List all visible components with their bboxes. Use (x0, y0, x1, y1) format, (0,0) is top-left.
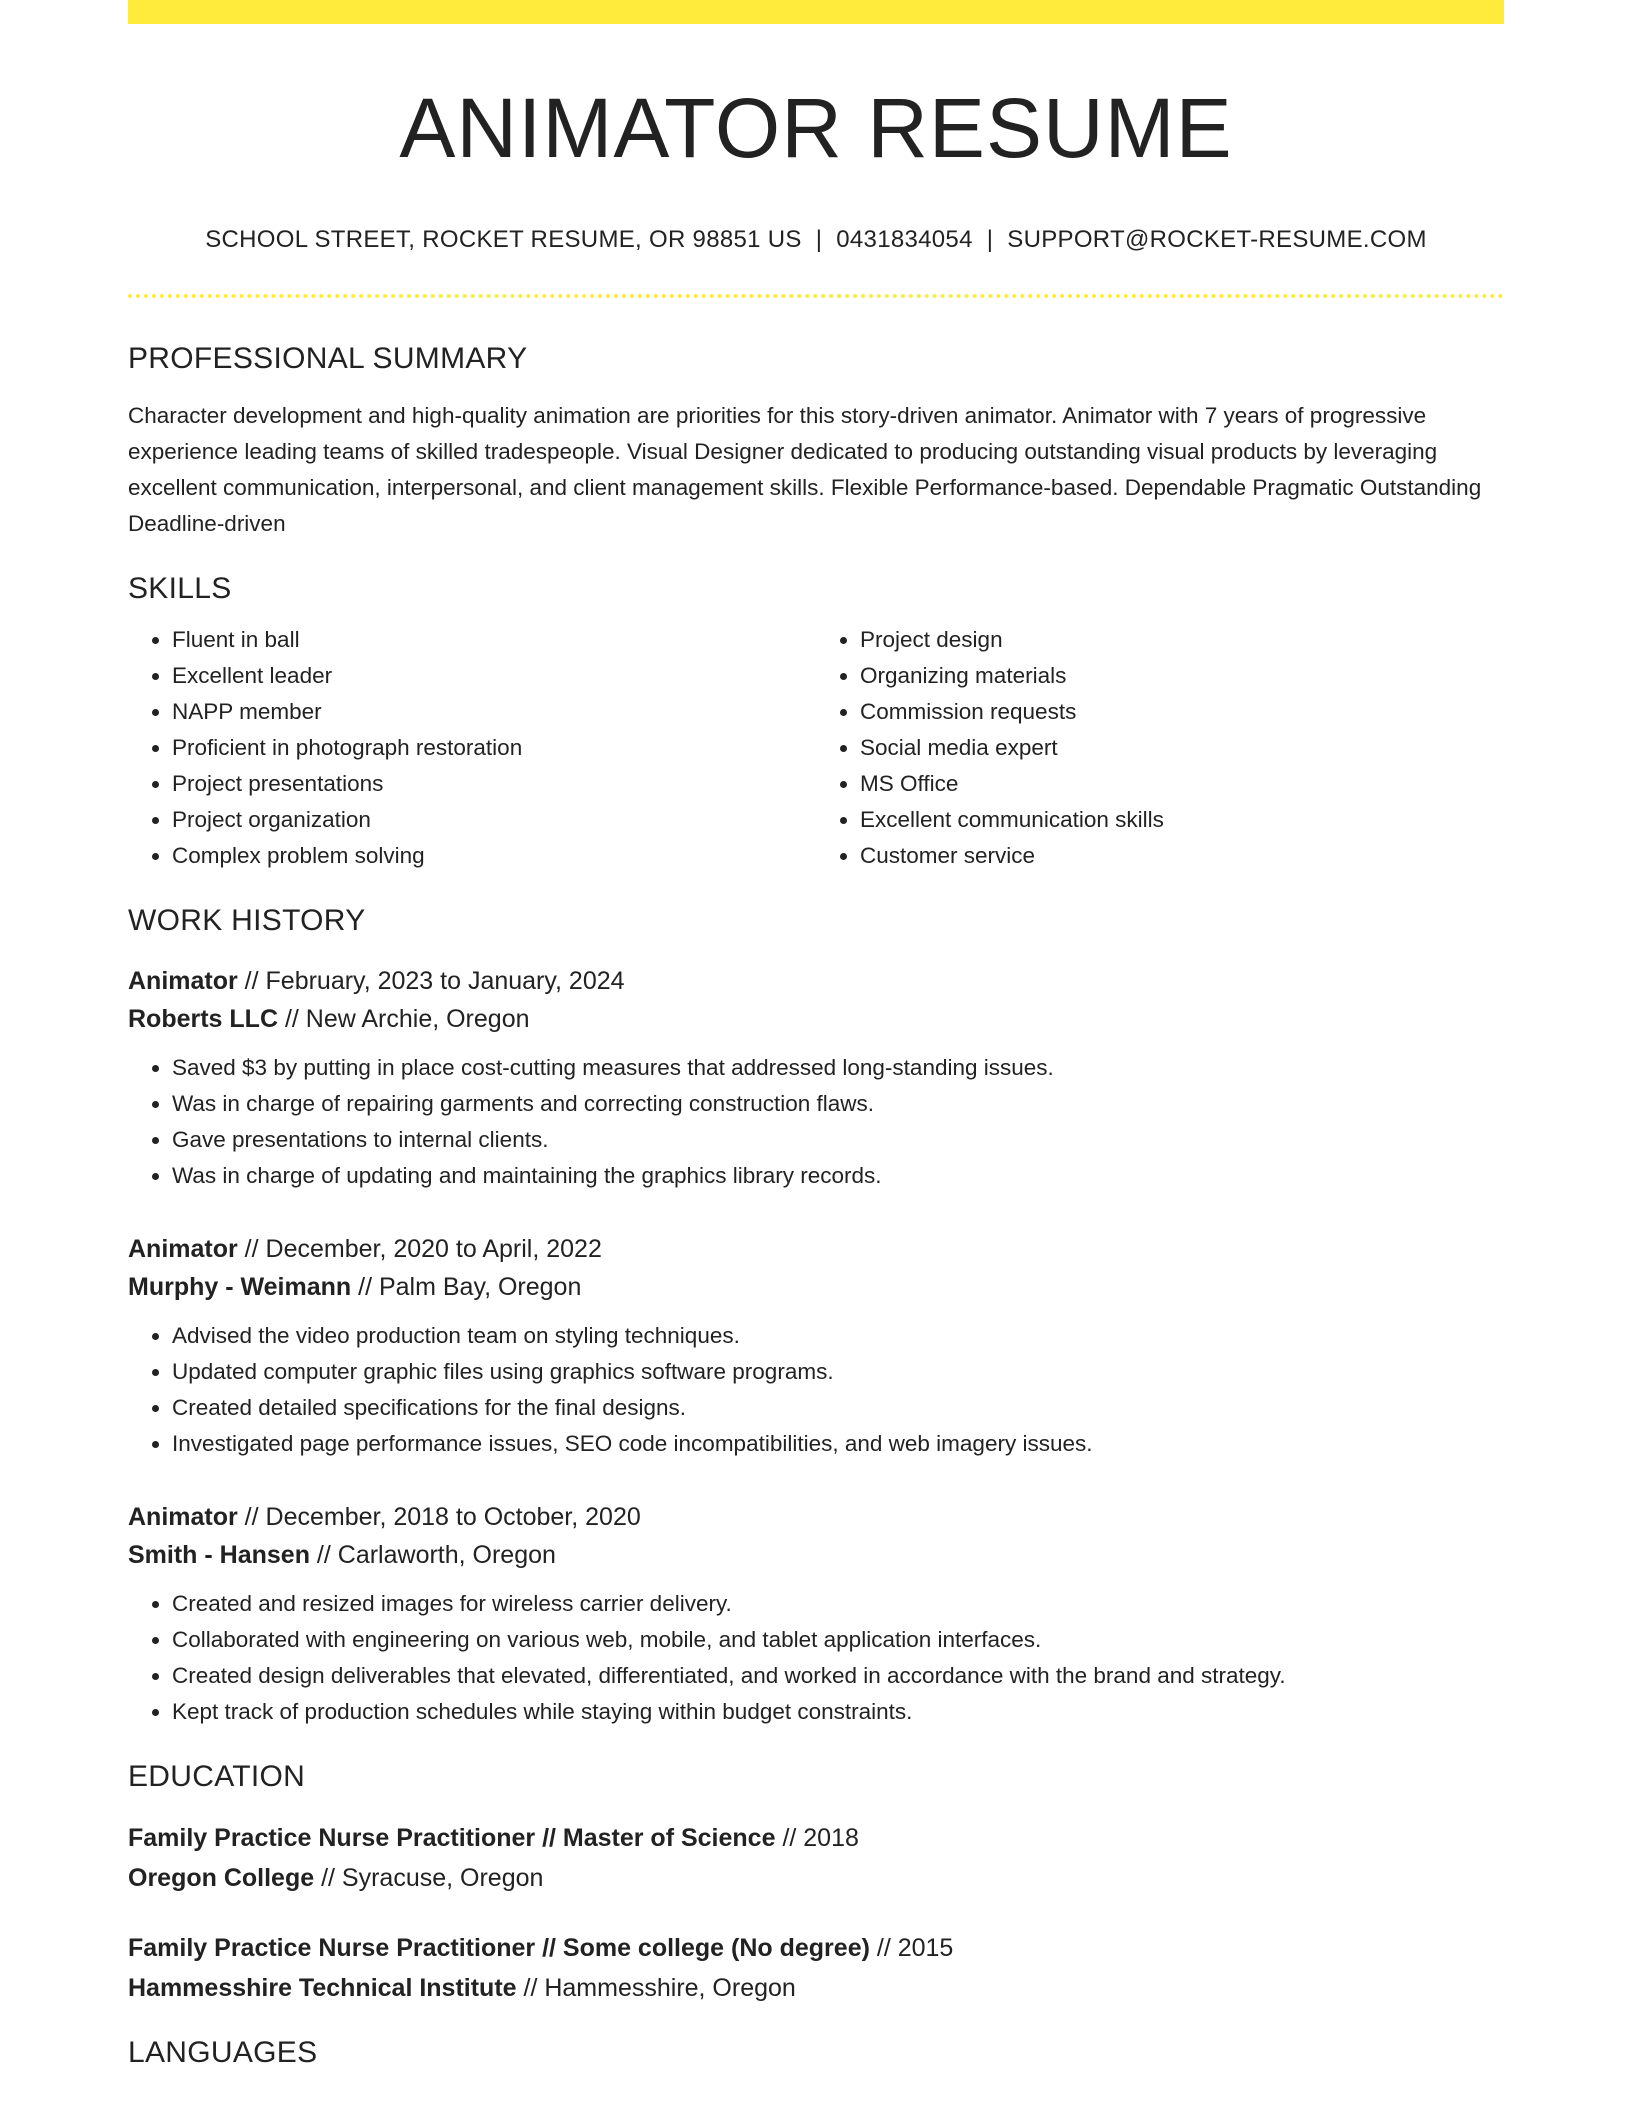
job-title-line (128, 962, 1504, 1000)
job-bullet: • Gave presentations to internal clients. (172, 1122, 1504, 1158)
job-bullets (128, 1586, 1504, 1730)
skills-list (128, 622, 1504, 874)
job-bullet: • Advised the video production team on styling techniques. (172, 1318, 1504, 1354)
skill-item: • Proficient in photograph restoration (172, 730, 816, 766)
contact-phone: 0431834054 (836, 226, 973, 254)
job-company-line (128, 1268, 1504, 1306)
job-company: Smith - Hansen (128, 1541, 310, 1570)
job-location: // Palm Bay, Oregon (351, 1273, 582, 1302)
skill-item: • Project design (860, 622, 1504, 658)
job-title: Animator (128, 967, 238, 996)
skill-item: • MS Office (860, 766, 1504, 802)
job-location: // New Archie, Oregon (278, 1005, 530, 1034)
skill-item: • Fluent in ball (172, 622, 816, 658)
skill-item: • Project organization (172, 802, 816, 838)
job-company-line (128, 1536, 1504, 1574)
skill-item: • Social media expert (860, 730, 1504, 766)
job-title: Animator (128, 1235, 238, 1264)
job-bullet: • Was in charge of repairing garments and correcting construction flaws. (172, 1086, 1504, 1122)
contact-email: SUPPORT@ROCKET-RESUME.COM (1007, 226, 1427, 254)
contact-separator: | (986, 226, 994, 254)
job-title: Animator (128, 1503, 238, 1532)
job-dates: // February, 2023 to January, 2024 (237, 967, 625, 996)
job-bullet: • Saved $3 by putting in place cost-cutting measures that addressed long-standing issues. (172, 1050, 1504, 1086)
skill-item: • Complex problem solving (172, 838, 816, 874)
job-location: // Carlaworth, Oregon (309, 1541, 556, 1570)
job-entry (128, 1498, 1504, 1730)
job-dates: // December, 2020 to April, 2022 (237, 1235, 602, 1264)
languages-heading: LANGUAGES (128, 2036, 318, 2070)
education-degree-line (128, 1818, 1504, 1858)
skill-item: • Project presentations (172, 766, 816, 802)
job-entry (128, 1230, 1504, 1462)
job-bullet: • Was in charge of updating and maintaining the graphics library records. (172, 1158, 1504, 1194)
education-school: Hammesshire Technical Institute (128, 1974, 517, 2003)
education-entry (128, 1818, 1504, 1898)
skills-right-column (816, 622, 1504, 874)
job-company-line (128, 1000, 1504, 1038)
job-entry (128, 962, 1504, 1194)
skill-item: • Excellent leader (172, 658, 816, 694)
education-school-line (128, 1968, 1504, 2008)
job-dates: // December, 2018 to October, 2020 (237, 1503, 641, 1532)
skills-left-column (128, 622, 816, 874)
job-bullet: • Investigated page performance issues, SEO code incompatibilities, and web imagery issues. (172, 1426, 1504, 1462)
skill-item: • Organizing materials (860, 658, 1504, 694)
education-degree: Family Practice Nurse Practitioner // Some college (No degree) (128, 1934, 870, 1963)
education-school: Oregon College (128, 1864, 315, 1893)
job-bullet: • Created design deliverables that elevated, differentiated, and worked in accordance with the brand and strategy. (172, 1658, 1504, 1694)
top-accent-bar (128, 0, 1504, 24)
job-bullets (128, 1318, 1504, 1462)
education-degree-line (128, 1928, 1504, 1968)
skill-item: • Excellent communication skills (860, 802, 1504, 838)
job-bullet: • Created and resized images for wireless carrier delivery. (172, 1586, 1504, 1622)
education-year: // 2015 (869, 1934, 954, 1963)
contact-separator: | (815, 226, 823, 254)
job-company: Murphy - Weimann (128, 1273, 352, 1302)
job-bullet: • Kept track of production schedules while staying within budget constraints. (172, 1694, 1504, 1730)
contact-address: SCHOOL STREET, ROCKET RESUME, OR 98851 US (205, 226, 802, 254)
education-location: // Syracuse, Oregon (314, 1864, 544, 1893)
resume-title: ANIMATOR RESUME (399, 81, 1233, 175)
job-bullet: • Collaborated with engineering on various web, mobile, and tablet application interfaces. (172, 1622, 1504, 1658)
education-year: // 2018 (775, 1824, 859, 1853)
summary-heading: PROFESSIONAL SUMMARY (128, 342, 528, 376)
work-history-heading: WORK HISTORY (128, 904, 366, 938)
job-bullet: • Updated computer graphic files using graphics software programs. (172, 1354, 1504, 1390)
header-divider (128, 294, 1504, 298)
summary-text: Character development and high-quality animation are priorities for this story-driven animator. Animator with 7 years of progressive experience leading teams of skilled tradespeople. Visual Designer dedicated to producing outstanding visual products by leveraging excellent communication, interpersonal, and client management skills. Flexible Performance-based. Dependable Pragmatic Outstanding Deadline-driven (128, 403, 1482, 537)
education-heading: EDUCATION (128, 1760, 306, 1794)
skill-item: • NAPP member (172, 694, 816, 730)
job-bullets (128, 1050, 1504, 1194)
job-title-line (128, 1230, 1504, 1268)
job-bullet: • Created detailed specifications for the final designs. (172, 1390, 1504, 1426)
skill-item: • Commission requests (860, 694, 1504, 730)
job-company: Roberts LLC (128, 1005, 278, 1034)
job-title-line (128, 1498, 1504, 1536)
skill-item: • Customer service (860, 838, 1504, 874)
education-location: // Hammesshire, Oregon (516, 1974, 796, 2003)
education-school-line (128, 1858, 1504, 1898)
contact-line (128, 226, 1504, 254)
education-entry (128, 1928, 1504, 2008)
resume-page (128, 0, 1504, 2070)
skills-heading: SKILLS (128, 572, 232, 606)
education-degree: Family Practice Nurse Practitioner // Master of Science (128, 1824, 776, 1853)
